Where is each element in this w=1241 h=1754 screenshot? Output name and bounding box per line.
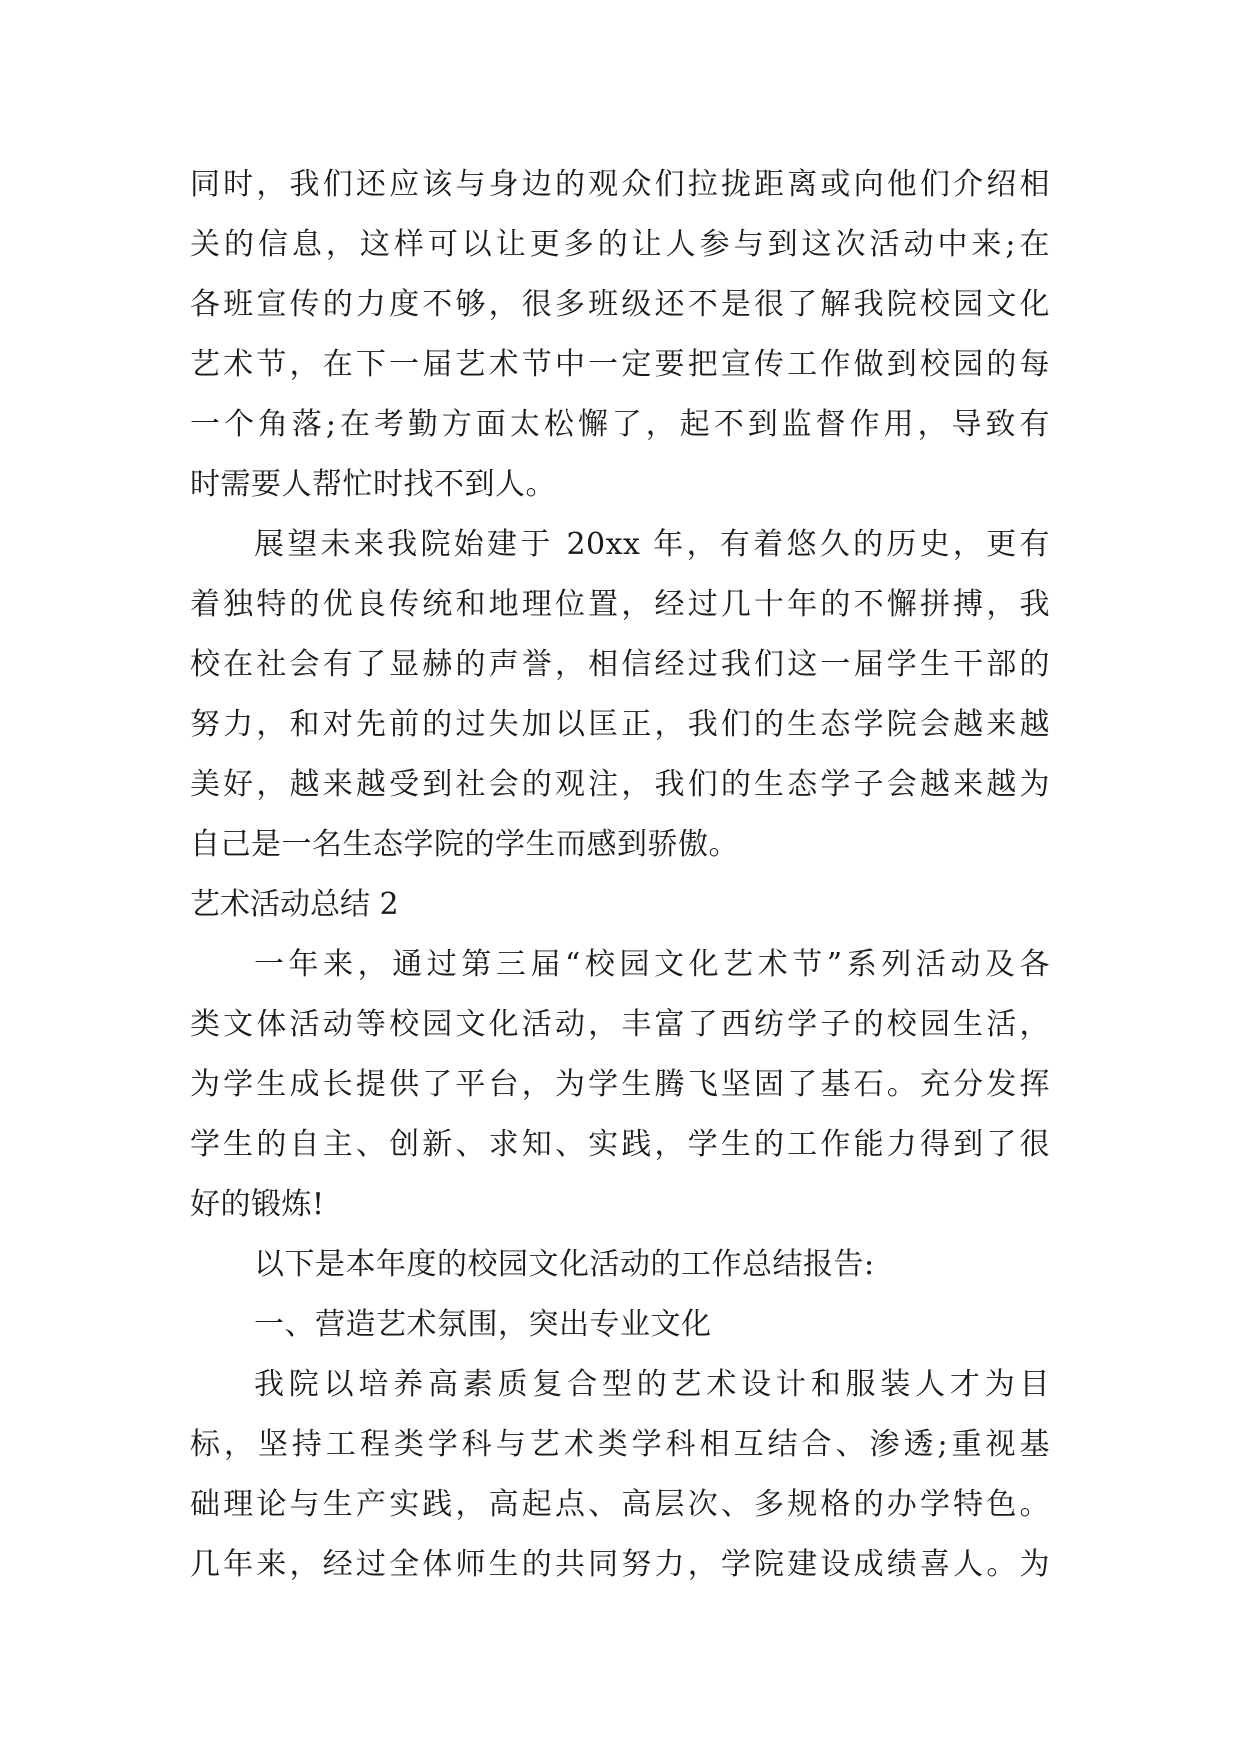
paragraph-line: 关的信息，这样可以让更多的让人参与到这次活动中来;在: [190, 227, 1050, 262]
section-heading: 艺术活动总结 2: [190, 887, 399, 922]
paragraph-line: 几年来，经过全体师生的共同努力，学院建设成绩喜人。为: [190, 1547, 1050, 1582]
paragraph-line: 标，坚持工程类学科与艺术类学科相互结合、渗透;重视基: [190, 1427, 1050, 1462]
paragraph-line: 一个角落;在考勤方面太松懈了，起不到监督作用，导致有: [190, 407, 1050, 442]
paragraph-line: 好的锻炼!: [190, 1187, 325, 1222]
paragraph-line: 展望未来我院始建于 20xx 年，有着悠久的历史，更有: [254, 527, 1050, 562]
paragraph-line: 美好，越来越受到社会的观注，我们的生态学子会越来越为: [190, 767, 1050, 802]
subsection-heading: 一、营造艺术氛围，突出专业文化: [254, 1307, 712, 1342]
paragraph-line: 一年来，通过第三届“校园文化艺术节”系列活动及各: [254, 947, 1050, 982]
paragraph-line: 学生的自主、创新、求知、实践，学生的工作能力得到了很: [190, 1127, 1050, 1162]
paragraph-line: 类文体活动等校园文化活动，丰富了西纺学子的校园生活，: [190, 1007, 1050, 1042]
paragraph-line: 努力，和对先前的过失加以匡正，我们的生态学院会越来越: [190, 707, 1050, 742]
paragraph-line: 时需要人帮忙时找不到人。: [190, 467, 556, 502]
paragraph-line: 校在社会有了显赫的声誉，相信经过我们这一届学生干部的: [190, 647, 1050, 682]
paragraph-line: 以下是本年度的校园文化活动的工作总结报告:: [254, 1247, 875, 1282]
paragraph-line: 为学生成长提供了平台，为学生腾飞坚固了基石。充分发挥: [190, 1067, 1050, 1102]
paragraph-line: 础理论与生产实践，高起点、高层次、多规格的办学特色。: [190, 1487, 1050, 1522]
paragraph-line: 各班宣传的力度不够，很多班级还不是很了解我院校园文化: [190, 287, 1050, 322]
paragraph-line: 艺术节，在下一届艺术节中一定要把宣传工作做到校园的每: [190, 347, 1050, 382]
paragraph-line: 同时，我们还应该与身边的观众们拉拢距离或向他们介绍相: [190, 167, 1050, 202]
paragraph-line: 自己是一名生态学院的学生而感到骄傲。: [190, 827, 739, 862]
document-page: [190, 155, 1050, 1595]
paragraph-line: 我院以培养高素质复合型的艺术设计和服装人才为目: [254, 1367, 1050, 1402]
paragraph-line: 着独特的优良传统和地理位置，经过几十年的不懈拼搏，我: [190, 587, 1050, 622]
